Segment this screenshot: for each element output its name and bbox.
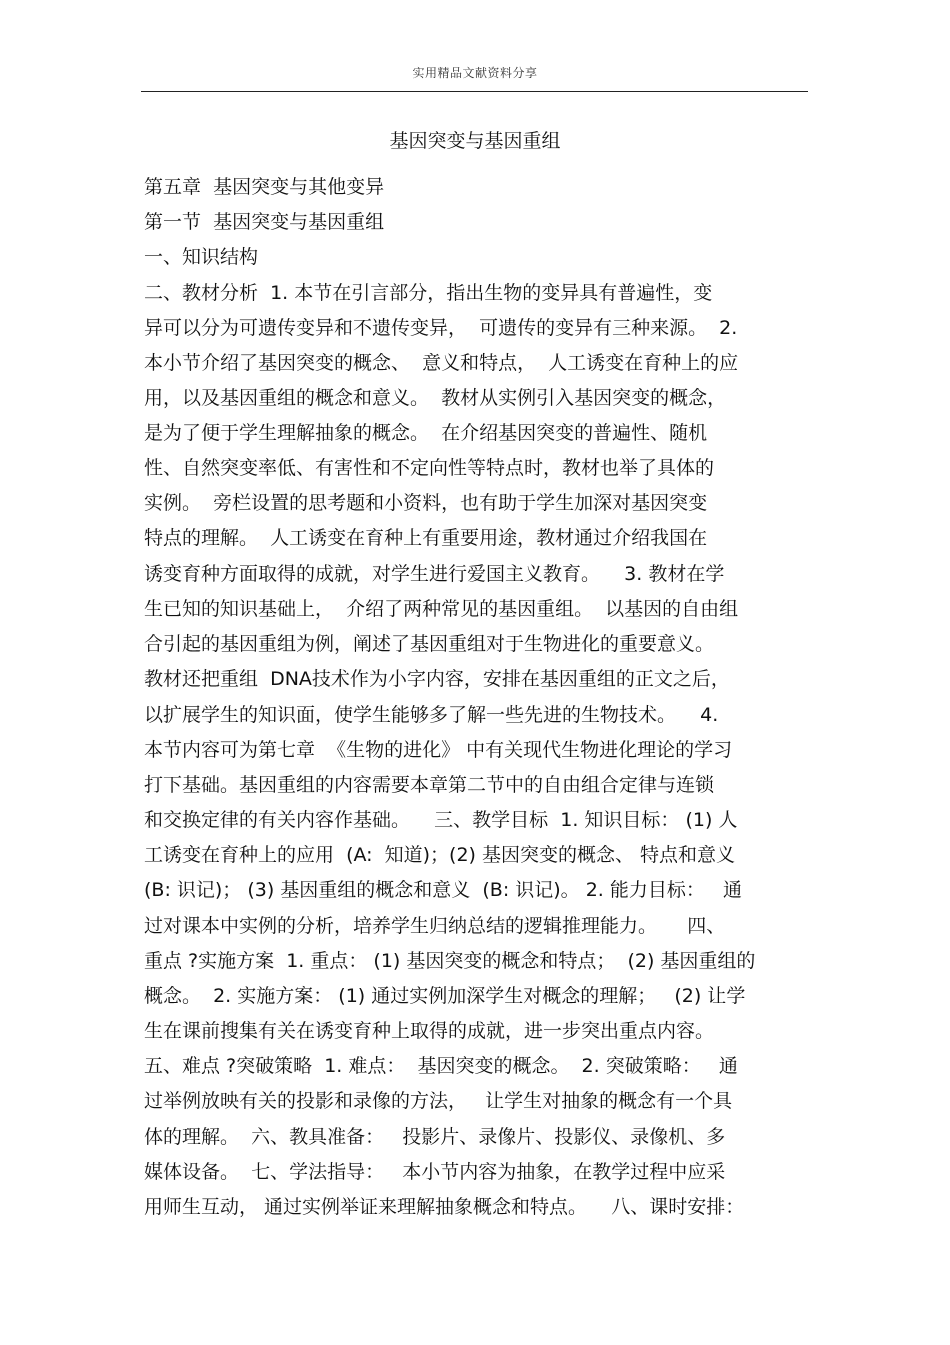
chapter-heading: 第五章 基因突变与其他变异: [144, 176, 385, 198]
paragraph-line: 特点的理解。 人工诱变在育种上有重要用途，教材通过介绍我国在: [144, 527, 708, 549]
paragraph-line: 概念。 2. 实施方案： (1) 通过实例加深学生对概念的理解； (2) 让学: [144, 985, 746, 1007]
paragraph-line: 工诱变在育种上的应用 (A: 知道)；(2) 基因突变的概念、 特点和意义: [144, 844, 736, 866]
header-divider: [141, 91, 808, 92]
subsection-heading: 一、知识结构: [144, 246, 259, 268]
paragraph-line: 打下基础。基因重组的内容需要本章第二节中的自由组合定律与连锁: [144, 774, 715, 796]
section-heading: 第一节 基因突变与基因重组: [144, 211, 385, 233]
paragraph-line: 教材还把重组 DNA技术作为小字内容，安排在基因重组的正文之后，: [144, 668, 730, 690]
paragraph-line: 本小节介绍了基因突变的概念、 意义和特点， 人工诱变在育种上的应: [144, 352, 739, 374]
paragraph-line: 用师生互动， 通过实例举证来理解抽象概念和特点。 八、课时安排：: [144, 1196, 745, 1218]
paragraph-line: 二、教材分析 1. 本节在引言部分，指出生物的变异具有普遍性，变: [144, 282, 713, 304]
paragraph-line: 体的理解。 六、教具准备： 投影片、录像片、投影仪、录像机、多: [144, 1126, 726, 1148]
paragraph-line: 和交换定律的有关内容作基础。 三、教学目标 1. 知识目标： (1) 人: [144, 809, 738, 831]
running-header: 实用精品文献资料分享: [412, 66, 538, 80]
paragraph-line: 是为了便于学生理解抽象的概念。 在介绍基因突变的普遍性、随机: [144, 422, 708, 444]
paragraph-line: 过对课本中实例的分析，培养学生归纳总结的逻辑推理能力。 四、: [144, 915, 726, 937]
paragraph-line: 本节内容可为第七章 《生物的进化》 中有关现代生物进化理论的学习: [144, 739, 733, 761]
paragraph-line: 合引起的基因重组为例，阐述了基因重组对于生物进化的重要意义。: [144, 633, 715, 655]
paragraph-line: 过举例放映有关的投影和录像的方法， 让学生对抽象的概念有一个具: [144, 1090, 733, 1112]
paragraph-line: 性、自然突变率低、有害性和不定向性等特点时，教材也举了具体的: [144, 457, 715, 479]
paragraph-line: 诱变育种方面取得的成就，对学生进行爱国主义教育。 3. 教材在学: [144, 563, 725, 585]
paragraph-line: 用，以及基因重组的概念和意义。 教材从实例引入基因突变的概念，: [144, 387, 727, 409]
paragraph-line: 媒体设备。 七、学法指导： 本小节内容为抽象，在教学过程中应采: [144, 1161, 726, 1183]
paragraph-line: 以扩展学生的知识面，使学生能够多了解一些先进的生物技术。 4.: [144, 704, 719, 726]
paragraph-line: 实例。 旁栏设置的思考题和小资料，也有助于学生加深对基因突变: [144, 492, 708, 514]
paragraph-line: (B: 识记)； (3) 基因重组的概念和意义 (B: 识记)。 2. 能力目标： 通: [144, 879, 743, 901]
paragraph-line: 生在课前搜集有关在诱变育种上取得的成就，进一步突出重点内容。: [144, 1020, 715, 1042]
paragraph-line: 生已知的知识基础上， 介绍了两种常见的基因重组。 以基因的自由组: [144, 598, 739, 620]
paragraph-line: 五、难点 ?突破策略 1. 难点： 基因突变的概念。 2. 突破策略： 通: [144, 1055, 738, 1077]
paragraph-line: 异可以分为可遗传变异和不遗传变异， 可遗传的变异有三种来源。 2.: [144, 317, 738, 339]
document-title: 基因突变与基因重组: [389, 130, 561, 152]
paragraph-line: 重点 ?实施方案 1. 重点： (1) 基因突变的概念和特点； (2) 基因重组的: [144, 950, 756, 972]
